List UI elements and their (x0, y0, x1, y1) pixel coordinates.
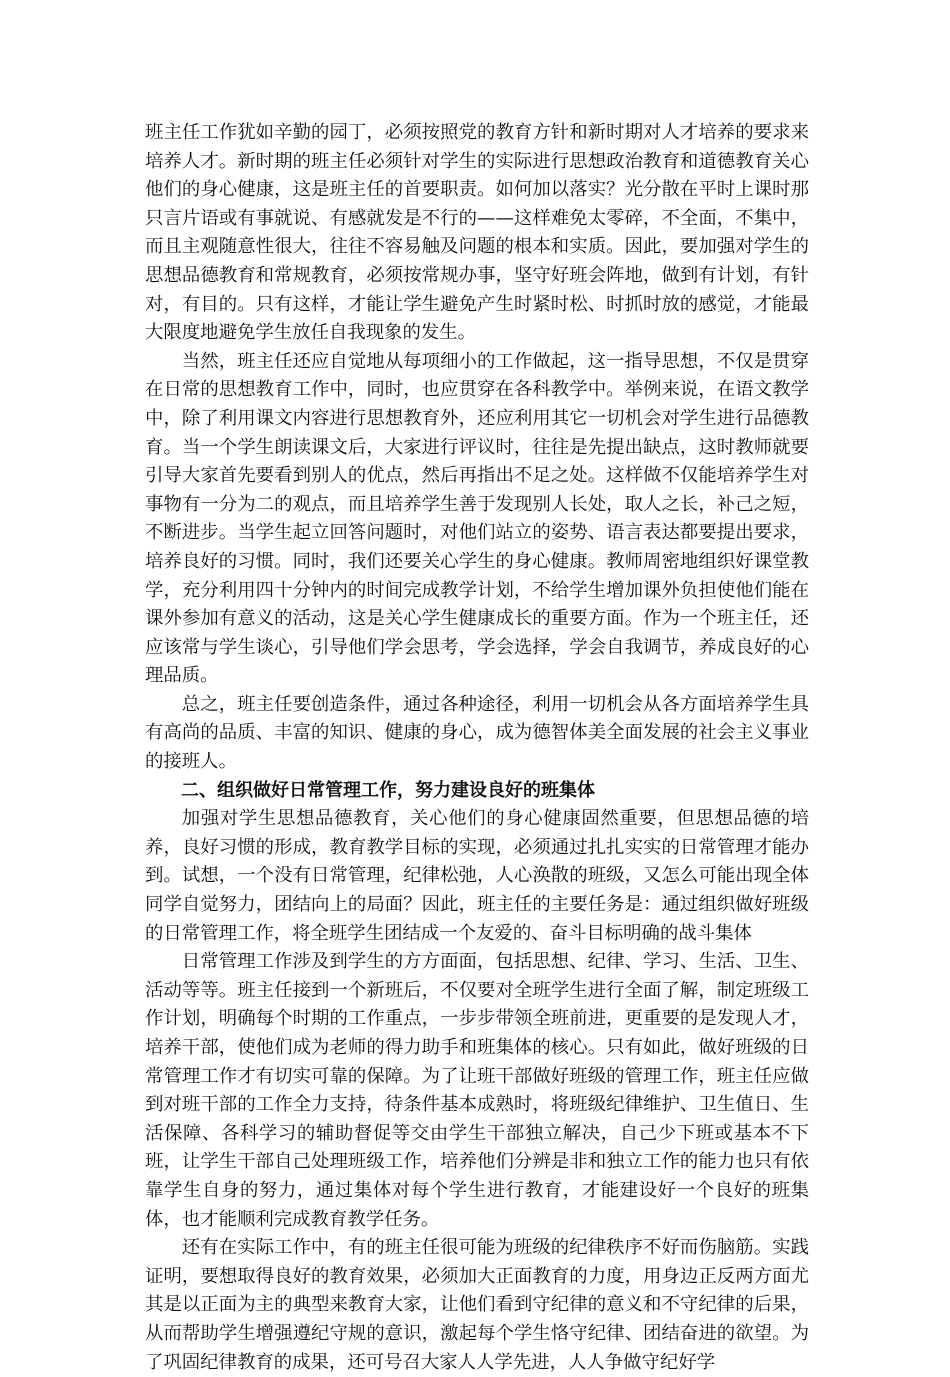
paragraph-daily-details: 当然，班主任还应自觉地从每项细小的工作做起，这一指导思想，不仅是贯穿在日常的思想教育工作中，同时，也应贯穿在各科教学中。举例来说，在语文教学中，除了利用课文内容进行思想教育外，还应利用其它一切机会对学生进行品德教育。当一个学生朗读课文后，大家进行评议时，往往是先提出缺点，这时教师就要引导大家首先要看到别人的优点，然后再指出不足之处。这样做不仅能培养学生对事物有一分为二的观点，而且培养学生善于发现别人长处，取人之长，补己之短，不断进步。当学生起立回答问题时，对他们站立的姿势、语言表达都要提出要求，培养良好的习惯。同时，我们还要关心学生的身心健康。教师周密地组织好课堂教学，充分利用四十分钟内的时间完成教学计划，不给学生增加课外负担使他们能在课外参加有意义的活动，这是关心学生健康成长的重要方面。作为一个班主任，还应该常与学生谈心，引导他们学会思考，学会选择，学会自我调节，养成良好的心理品质。 (145, 350, 809, 687)
paragraph-management-importance: 加强对学生思想品德教育，关心他们的身心健康固然重要，但思想品德的培养，良好习惯的形成，教育教学目标的实现，必须通过扎扎实实的日常管理才能办到。试想，一个没有日常管理，纪律松弛，人心涣散的班级，又怎么可能出现全体同学自觉努力，团结向上的局面？因此，班主任的主要任务是：通过组织做好班级的日常管理工作，将全班学生团结成一个友爱的、奋斗目标明确的战斗集体 (145, 808, 809, 944)
paragraph-discipline: 还有在实际工作中，有的班主任很可能为班级的纪律秩序不好而伤脑筋。实践证明，要想取得良好的教育效果，必须加大正面教育的力度，用身边正反两方面尤其是以正面为主的典型来教育大家，让他们看到守纪律的意义和不守纪律的后果，从而帮助学生增强遵纪守规的意识，激起每个学生恪守纪律、团结奋进的欲望。为了巩固纪律教育的成果，还可号召大家人人学先进，人人争做守纪好学 (145, 1237, 809, 1373)
paragraph-management-scope: 日常管理工作涉及到学生的方方面面，包括思想、纪律、学习、生活、卫生、活动等等。班主任接到一个新班后，不仅要对全班学生进行全面了解，制定班级工作计划，明确每个时期的工作重点，一步步带领全班前进，更重要的是发现人才，培养干部，使他们成为老师的得力助手和班集体的核心。只有如此，做好班级的日常管理工作才有切实可靠的保障。为了让班干部做好班级的管理工作，班主任应做到对班干部的工作全力支持，待条件基本成熟时，将班级纪律维护、卫生值日、生活保障、各科学习的辅助督促等交由学生干部独立解决，自己少下班或基本不下班，让学生干部自己处理班级工作，培养他们分辨是非和独立工作的能力也只有依靠学生自身的努力，通过集体对每个学生进行教育，才能建设好一个良好的班集体，也才能顺利完成教育教学任务。 (145, 951, 809, 1230)
document-body (145, 119, 809, 1377)
section-heading-2: 二、组织做好日常管理工作，努力建设良好的班集体 (181, 779, 595, 801)
paragraph-summary: 总之，班主任要创造条件，通过各种途径，利用一切机会从各方面培养学生具有高尚的品质、丰富的知识、健康的身心，成为德智体美全面发展的社会主义事业的接班人。 (145, 693, 809, 773)
paragraph-intro: 班主任工作犹如辛勤的园丁，必须按照党的教育方针和新时期对人才培养的要求来培养人才。新时期的班主任必须针对学生的实际进行思想政治教育和道德教育关心他们的身心健康，这是班主任的首要职责。如何加以落实？光分散在平时上课时那只言片语或有事就说、有感就发是不行的——这样难免太零碎，不全面，不集中，而且主观随意性很大，往往不容易触及问题的根本和实质。因此，要加强对学生的思想品德教育和常规教育，必须按常规办事，坚守好班会阵地，做到有计划，有针对，有目的。只有这样，才能让学生避免产生时紧时松、时抓时放的感觉，才能最大限度地避免学生放任自我现象的发生。 (145, 122, 809, 344)
